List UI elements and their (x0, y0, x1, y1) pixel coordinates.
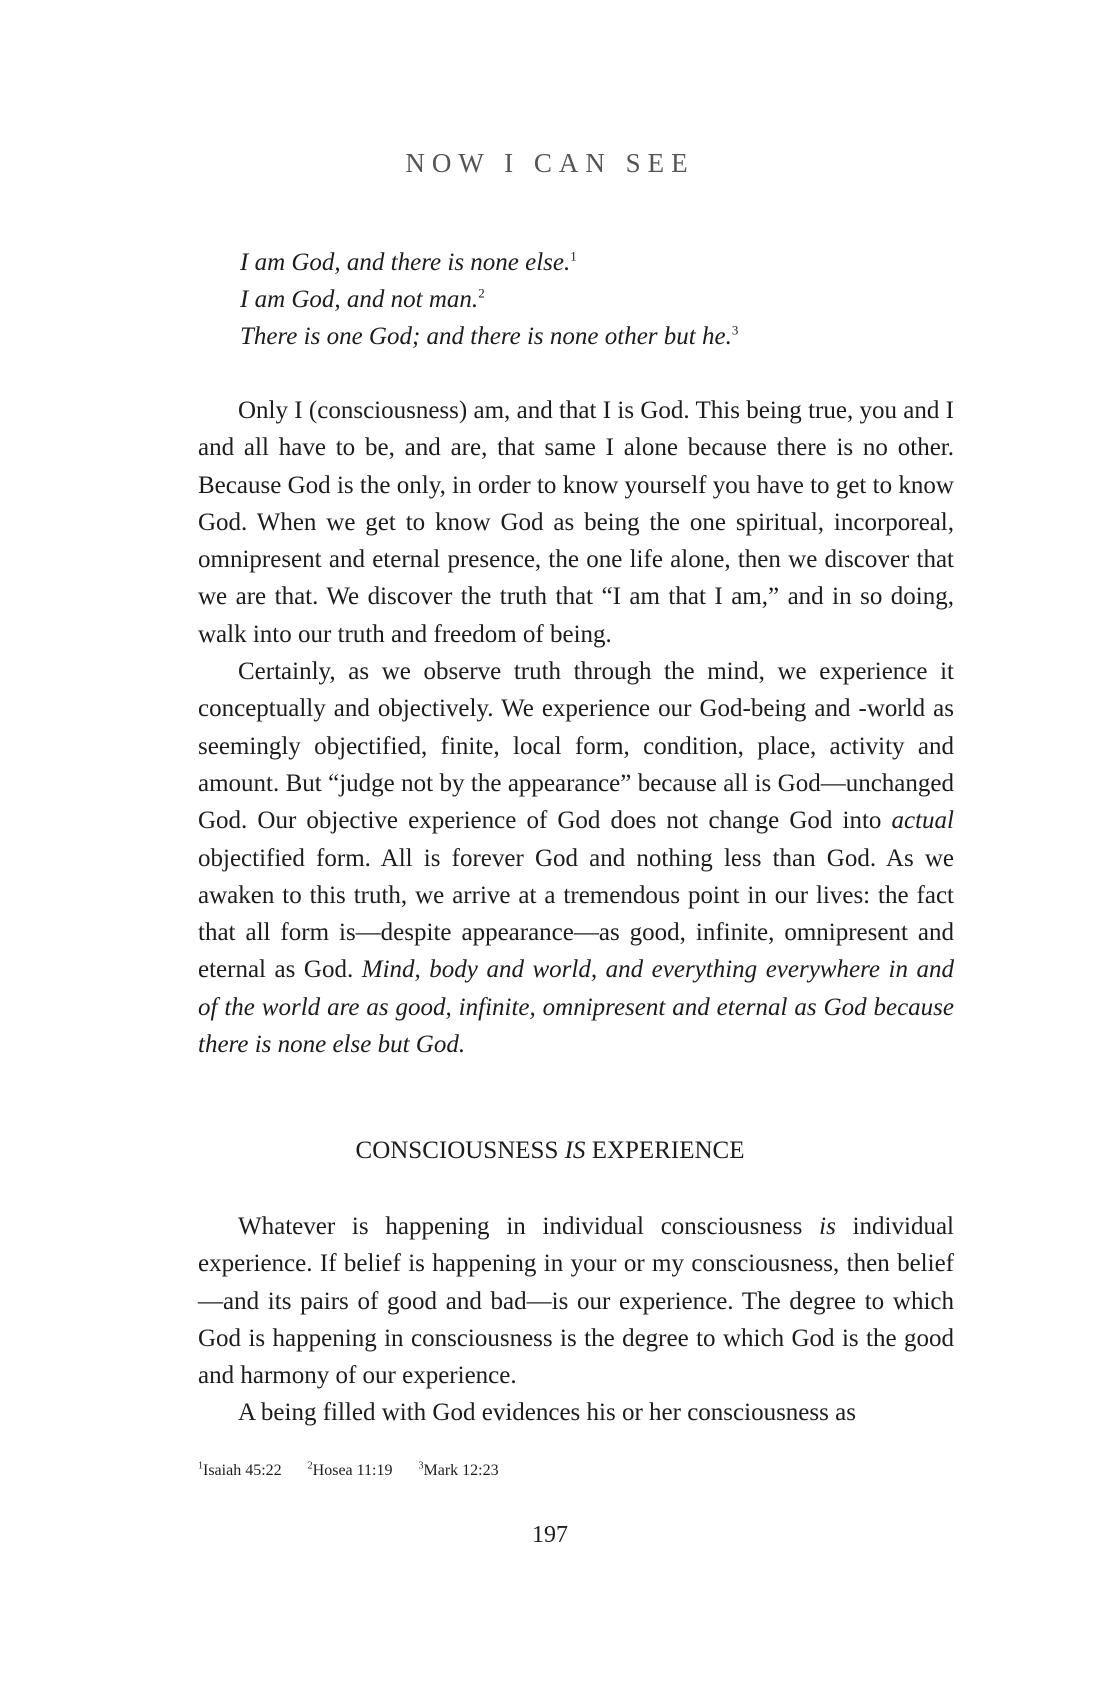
emphasis-text: actual (891, 807, 954, 835)
heading-text: EXPERIENCE (585, 1137, 745, 1164)
heading-emphasis: IS (564, 1137, 586, 1164)
heading-text: CONSCIOUSNESS (355, 1137, 565, 1164)
paragraph (198, 1208, 954, 1394)
footnote-number: 3 (418, 1460, 424, 1472)
footnote-text: Hosea 11:19 (312, 1462, 393, 1479)
paragraph (198, 653, 954, 1063)
epigraph-line (240, 318, 960, 355)
italic-statement: Mind, body and world, and everything everywhere in and of the world are as good, infinite, omnipresent and eternal as God because there is none else but God. (198, 956, 954, 1059)
paragraph-text: individual experience. If belief is happening in your or my consciousness, then belief—and its pairs of good and bad—is our experience. The degree to which God is happening in consciousness is the degree to which God is the good and harmony of our experience. (198, 1213, 954, 1390)
footnote-text: Isaiah 45:22 (203, 1462, 282, 1479)
epigraph-line (240, 244, 960, 281)
epigraph-line (240, 281, 960, 318)
footnote (419, 1462, 499, 1479)
epigraph-text: There is one God; and there is none other but he. (240, 323, 732, 350)
emphasis-text: is (819, 1213, 836, 1240)
paragraph: A being filled with God evidences his or her consciousness as (238, 1399, 856, 1427)
epigraph-text: I am God, and there is none else. (240, 249, 571, 276)
footnote-marker: 2 (478, 285, 485, 301)
footnote-marker: 3 (731, 322, 739, 338)
epigraph (240, 244, 960, 355)
running-head: NOW I CAN SEE (405, 148, 695, 178)
footnote-number: 2 (307, 1460, 313, 1472)
footnotes (198, 1462, 521, 1480)
epigraph-text: I am God, and not man. (240, 286, 479, 313)
paragraph-text: Whatever is happening in individual consciousness (238, 1213, 820, 1240)
body-text-upper (198, 392, 954, 1063)
section-heading (0, 1137, 1100, 1165)
paragraph-text: objectified form. All is forever God and nothing less than God. As we awaken to this truth, we arrive at a tremendous point in our lives: the fact that all form is—despite appearance—as good, infinite, omnipresent and eternal as God. (198, 844, 954, 984)
footnote (198, 1462, 282, 1479)
footnote-number: 1 (198, 1460, 203, 1472)
footnote-marker: 1 (570, 248, 577, 264)
footnote-text: Mark 12:23 (423, 1462, 499, 1479)
page-number: 197 (532, 1522, 568, 1548)
body-text-lower (198, 1208, 954, 1432)
paragraph: Only I (consciousness) am, and that I is God. This being true, you and I and all have to be, and are, that same I alone because there is no other. Because God is the only, in order to know yourself you have to get to know God. When we get to know God as being the one spiritual, incorporeal, omnipresent and eternal presence, the one life alone, then we discover that we are that. We discover the truth that “I am that I am,” and in so doing, walk into our truth and freedom of being. (198, 397, 954, 648)
paragraph-text: Certainly, as we observe truth through the mind, we experience it conceptually and objectively. We experience our God-being and -world as seemingly objectified, finite, local form, condition, place, activity and amount. But “judge not by the appearance” because all is God—unchanged God. Our objective experience of God does not change God into (198, 658, 954, 835)
footnote (308, 1462, 393, 1479)
